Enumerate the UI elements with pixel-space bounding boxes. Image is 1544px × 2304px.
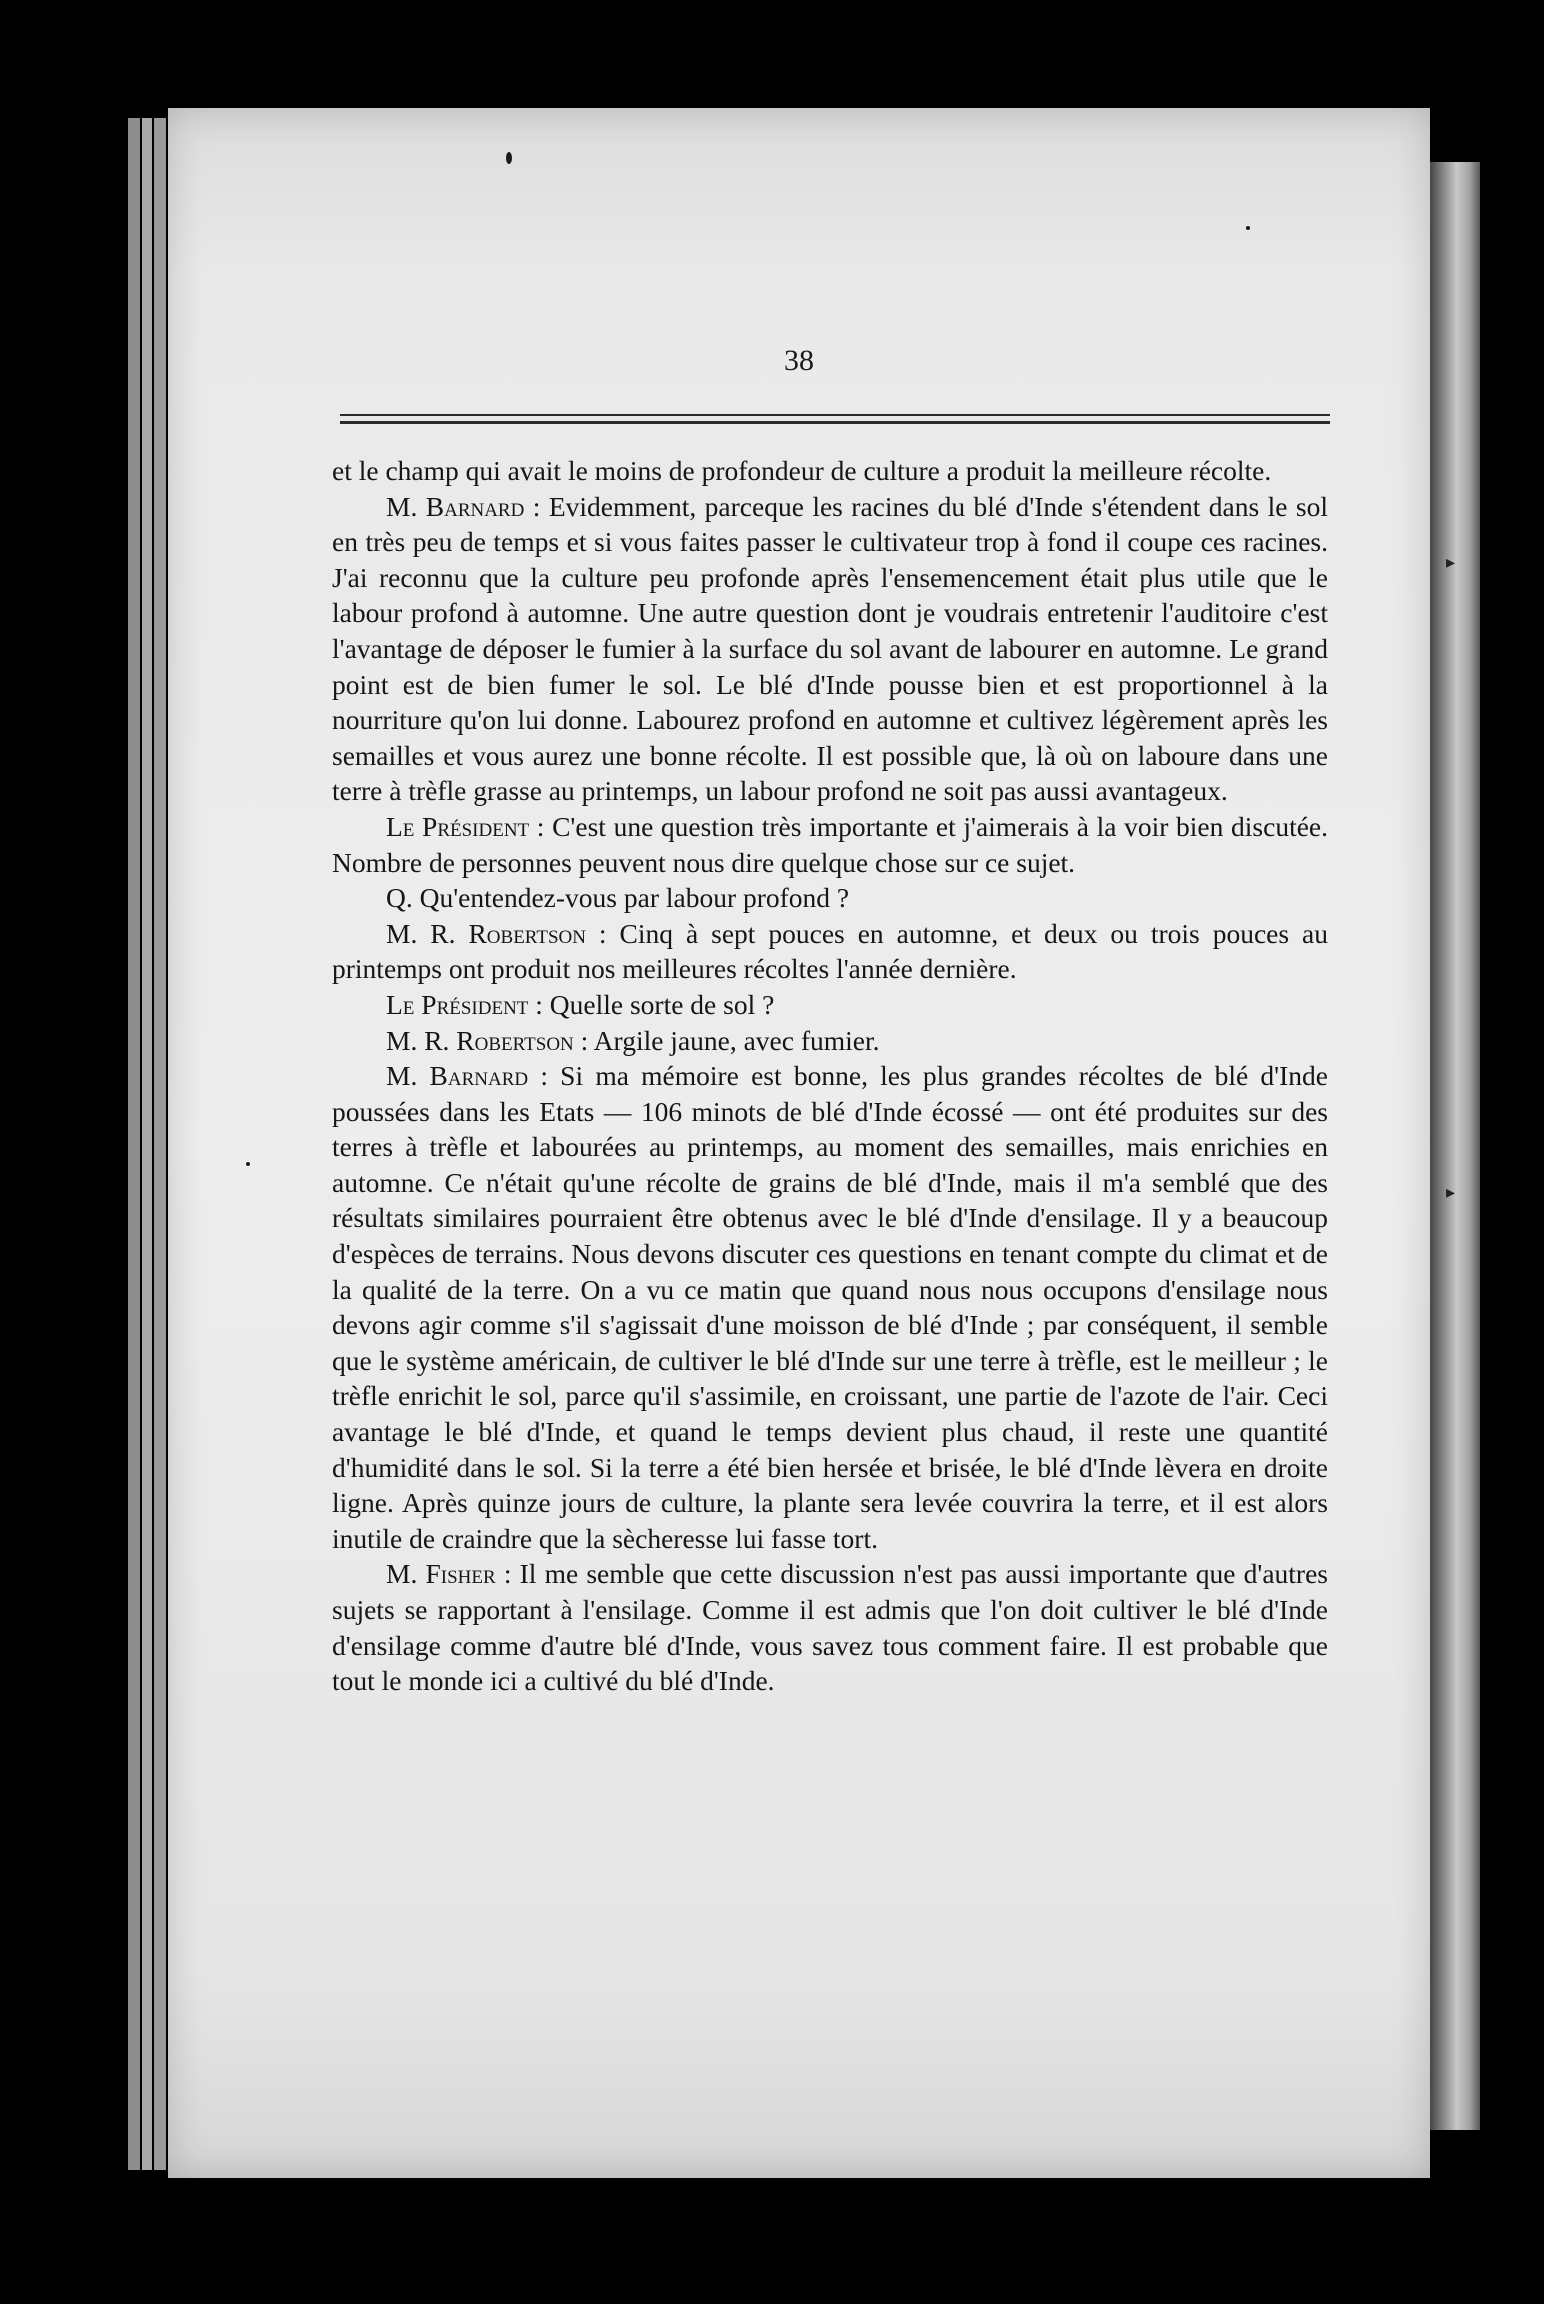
paragraph-text: Il me semble que cette discussion n'est pas aussi importante que d'autres sujets se rapportant à l'ensilage. Comme il est admis que l'on doit cultiver le blé d'Inde d'ensilage comme d'autre blé d'Inde, vous savez tous comment faire. Il est probable que tout le monde ici a cultivé du blé d'Inde.	[332, 1558, 1328, 1697]
body-text	[332, 453, 1328, 1699]
paragraph	[332, 1058, 1328, 1556]
facing-page-edge	[1428, 162, 1480, 2130]
edge-mark: ▸	[1446, 1182, 1456, 1203]
speaker-label: Le Président :	[386, 988, 543, 1020]
paragraph-text: Cinq à sept pouces en automne, et deux ou trois pouces au printemps ont produit nos meilleures récoltes l'année dernière.	[332, 917, 1328, 985]
paragraph-text: Argile jaune, avec fumier.	[588, 1024, 880, 1056]
page-edge	[142, 118, 152, 2170]
paragraph-text: Quelle sorte de sol ?	[542, 988, 775, 1020]
paragraph	[332, 489, 1328, 809]
paragraph	[332, 880, 1328, 916]
paragraph	[332, 916, 1328, 987]
speaker-label: M. Barnard :	[386, 1060, 548, 1092]
speaker-label: Le Président :	[386, 810, 545, 842]
page-edge	[128, 118, 140, 2170]
ink-speck	[1246, 226, 1250, 230]
paragraph-text: Evidemment, parceque les racines du blé d'Inde s'étendent dans le sol en très peu de temps et si vous faites passer le cultivateur trop à fond il coupe ces racines. J'ai reconnu que la culture peu profonde après l'ensemencement était plus utile que le labour profond à automne. Une autre question dont je voudrais entretenir l'auditoire c'est l'avantage de déposer le fumier à la surface du sol avant de labourer en automne. Le grand point est de bien fumer le sol. Le blé d'Inde pousse bien et est proportionnel à la nourriture qu'on lui donne. Labourez profond en automne et cultivez légèrement après les semailles et vous aurez une bonne récolte. Il est possible que, là où on laboure dans une terre à trèfle grasse au printemps, un labour profond ne soit pas aussi avantageux.	[332, 490, 1328, 807]
ink-speck	[246, 1162, 250, 1166]
paragraph	[332, 987, 1328, 1023]
paragraph	[332, 453, 1328, 489]
page-number: 38	[784, 344, 814, 377]
edge-mark: ▸	[1446, 552, 1456, 573]
paragraph-text: Q. Qu'entendez-vous par labour profond ?	[386, 882, 850, 914]
paragraph-text: C'est une question très importante et j'aimerais à la voir bien discutée. Nombre de personnes peuvent nous dire quelque chose sur ce sujet.	[332, 810, 1328, 878]
paragraph-text: Si ma mémoire est bonne, les plus grandes récoltes de blé d'Inde poussées dans les Etats — 106 minots de blé d'Inde écossé — ont été produites sur des terres à trèfle et labourées au printemps, au moment des semailles, mais enrichies en automne. Ce n'était qu'une récolte de grains de blé d'Inde, mais il m'a semblé que des résultats similaires pourraient être obtenus avec le blé d'Inde d'ensilage. Il y a beaucoup d'espèces de terrains. Nous devons discuter ces questions en tenant compte du climat et de la qualité de la terre. On a vu ce matin que quand nous nous occupons d'ensilage nous devons agir comme s'il s'agissait d'une moisson de blé d'Inde ; par conséquent, il semble que le système américain, de cultiver le blé d'Inde sur une terre à trèfle, est le meilleur ; le trèfle enrichit le sol, parce qu'il s'assimile, en croissant, une partie de l'azote de l'air. Ceci avantage le blé d'Inde, et quand le temps devient plus chaud, il reste une quantité d'humidité dans le sol. Si la terre a été bien hersée et brisée, le blé d'Inde lèvera en droite ligne. Après quinze jours de culture, la plante sera levée couvrira la terre, et il est alors inutile de craindre que la sècheresse lui fasse tort.	[332, 1060, 1328, 1554]
paragraph	[332, 1556, 1328, 1698]
header-rule	[340, 421, 1330, 424]
speaker-label: M. R. Robertson :	[386, 917, 607, 949]
speaker-label: M. R. Robertson :	[386, 1024, 589, 1056]
paragraph-text: et le champ qui avait le moins de profondeur de culture a produit la meilleure récolte.	[332, 455, 1272, 486]
book-page	[168, 108, 1430, 2178]
speaker-label: M. Barnard :	[386, 490, 541, 522]
paragraph	[332, 1023, 1328, 1059]
page-edge	[154, 118, 166, 2170]
header-rule	[340, 414, 1330, 416]
ink-speck	[506, 152, 512, 164]
speaker-label: M. Fisher :	[386, 1558, 512, 1590]
paragraph	[332, 809, 1328, 880]
